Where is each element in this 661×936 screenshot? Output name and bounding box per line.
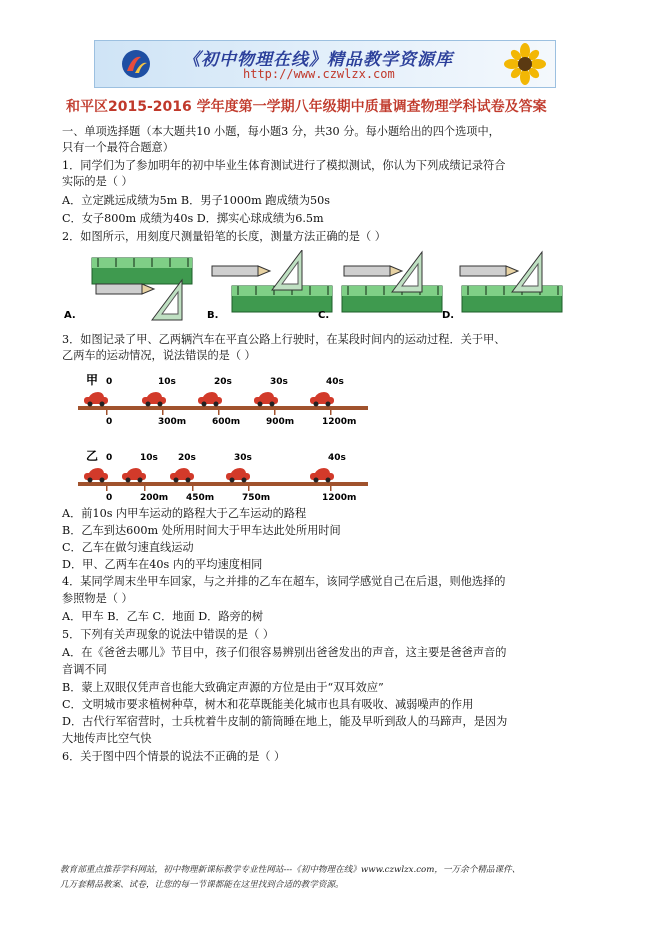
car-jia-label: 甲 (86, 373, 99, 387)
ruler-option-a (64, 258, 192, 321)
question-1-options-cd: C．女子800m 成绩为40s D．掷实心球成绩为6.5m (62, 212, 324, 225)
car-yi-label: 乙 (86, 449, 99, 463)
option-label-d: D. (442, 310, 455, 321)
question-4: 4．某同学周末坐甲车回家，与之并排的乙车在超车，该同学感觉自己在后退，则他选择的 (62, 575, 506, 588)
car-icon (198, 392, 222, 407)
question-1-cont: 实际的是（ ） (62, 175, 133, 188)
car-icon (226, 468, 250, 483)
jia-time: 40s (326, 377, 344, 387)
road-yi (78, 482, 368, 486)
section-header: 一、单项选择题（本大题共10 小题，每小题3 分，共30 分。每小题给出的四个选项中， (62, 125, 500, 138)
ruler-option-d (442, 252, 562, 321)
yi-time: 30s (234, 453, 252, 463)
car-icon (170, 468, 194, 483)
car-icon (122, 468, 146, 483)
question-5-option-a-cont: 音调不同 (62, 663, 107, 676)
yi-distance: 200m (140, 493, 169, 503)
footer-line-1: 教育部重点推荐学科网站，初中物理新课标教学专业性网站---《初中物理在线》www.czwlzx.com，一万余个精品课件、 (60, 865, 521, 875)
jia-time: 10s (158, 377, 176, 387)
question-6: 6．关于图中四个情景的说法不正确的是（ ） (62, 750, 286, 763)
question-4-cont: 参照物是（ ） (62, 592, 133, 605)
question-5-option-d-cont: 大地传声比空气快 (62, 732, 152, 745)
sunflower-icon (495, 43, 549, 85)
yi-time: 20s (178, 453, 196, 463)
question-5-option-c: C．文明城市要求植树种草，树木和花草既能美化城市也具有吸收、减弱噪声的作用 (62, 698, 474, 711)
question-5-option-b: B．蒙上双眼仅凭声音也能大致确定声源的方位是由于“双耳效应” (62, 681, 384, 694)
car-icon (84, 468, 108, 483)
banner-url: http://www.czwlzx.com (243, 67, 395, 81)
question-5: 5．下列有关声现象的说法中错误的是（ ） (62, 628, 275, 641)
jia-distance: 900m (266, 417, 295, 427)
jia-distance: 0 (106, 417, 113, 427)
question-1: 1．同学们为了参加明年的初中毕业生体育测试进行了模拟测试，你认为下列成绩记录符合 (62, 159, 506, 172)
yi-time: 10s (140, 453, 158, 463)
question-3-option-a: A．前10s 内甲车运动的路程大于乙车运动的路程 (62, 507, 307, 520)
ruler-option-b (207, 250, 332, 321)
option-label-c: C. (318, 310, 330, 321)
jia-distance: 600m (212, 417, 241, 427)
question-3-option-c: C．乙车在做匀速直线运动 (62, 541, 194, 554)
question-1-options-ab: A．立定跳远成绩为5m B．男子1000m 跑成绩为50s (62, 194, 331, 207)
jia-distance: 1200m (322, 417, 357, 427)
road-jia (78, 406, 368, 410)
site-logo-icon (121, 49, 151, 79)
option-label-a: A. (64, 310, 76, 321)
question-5-option-d: D．古代行军宿营时，士兵枕着牛皮制的箭筒睡在地上，能及早听到敌人的马蹄声，是因为 (62, 715, 508, 728)
page-title: 和平区2015-2016 学年度第一学期八年级期中质量调查物理学科试卷及答案 (66, 99, 547, 115)
yi-time: 0 (106, 453, 113, 463)
question-3-option-d: D．甲、乙两车在40s 内的平均速度相同 (62, 558, 263, 571)
figure-car-motion (78, 372, 368, 504)
section-header-cont: 只有一个最符合题意） (62, 141, 174, 154)
car-icon (142, 392, 166, 407)
car-icon (310, 468, 334, 483)
question-4-options: A．甲车 B．乙车 C．地面 D．路旁的树 (62, 610, 264, 623)
yi-distance: 0 (106, 493, 113, 503)
car-icon (310, 392, 334, 407)
yi-distance: 450m (186, 493, 215, 503)
car-icon (254, 392, 278, 407)
figure-rulers (62, 250, 602, 324)
site-banner (94, 40, 556, 88)
footer-line-2: 几万套精品教案、试卷，让您的每一节课都能在这里找到合适的教学资源。 (60, 880, 344, 890)
jia-distance: 300m (158, 417, 187, 427)
jia-time: 20s (214, 377, 232, 387)
question-3: 3．如图记录了甲、乙两辆汽车在平直公路上行驶时，在某段时间内的运动过程．关于甲、 (62, 333, 506, 346)
question-2: 2．如图所示，用刻度尺测量铅笔的长度，测量方法正确的是（ ） (62, 230, 386, 243)
car-icon (84, 392, 108, 407)
ruler-option-c (318, 252, 442, 321)
question-3-option-b: B．乙车到达600m 处所用时间大于甲车达此处所用时间 (62, 524, 341, 537)
question-3-cont: 乙两车的运动情况，说法错误的是（ ） (62, 349, 256, 362)
banner-title: 《初中物理在线》精品教学资源库 (183, 50, 453, 70)
yi-distance: 1200m (322, 493, 357, 503)
option-label-b: B. (207, 310, 219, 321)
jia-time: 30s (270, 377, 288, 387)
question-5-option-a: A．在《爸爸去哪儿》节目中，孩子们很容易辨别出爸爸发出的声音，这主要是爸爸声音的 (62, 646, 507, 659)
yi-time: 40s (328, 453, 346, 463)
yi-distance: 750m (242, 493, 271, 503)
jia-time: 0 (106, 377, 113, 387)
